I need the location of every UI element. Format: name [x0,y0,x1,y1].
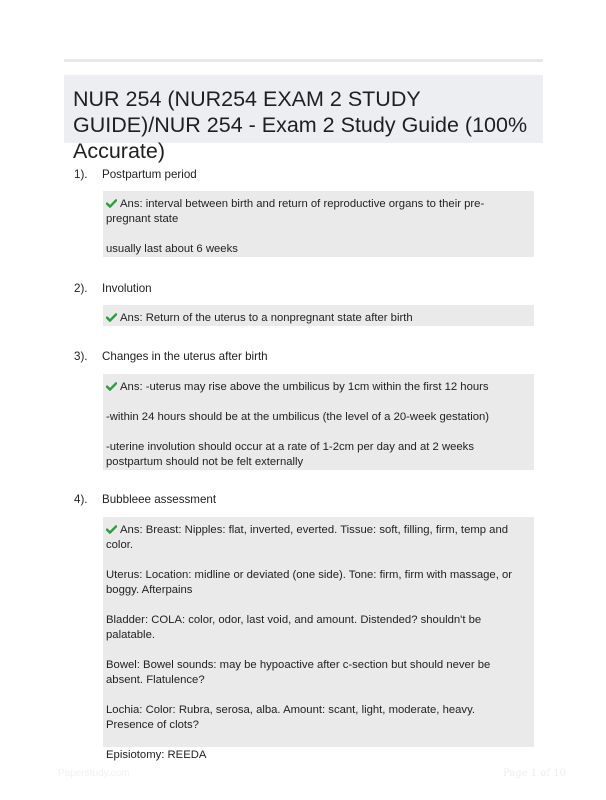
answer-line: -within 24 hours should be at the umbilicus (the level of a 20-week gestation) [106,411,490,423]
footer-watermark: Paperstudy.com [58,768,130,779]
answer-box-4 [103,517,534,761]
question-number: 1). [74,168,88,181]
question-number: 2). [74,282,88,295]
answer-line: Uterus: Location: midline or deviated (one side). Tone: firm, firm with massage, or boggy. Afterpains [106,569,513,596]
answer-line [106,197,522,227]
question-number: 4). [74,493,88,506]
answer-text: Ans: Return of the uterus to a nonpregnant state after birth [120,312,413,324]
question-text: Changes in the uterus after birth [102,350,268,363]
question-text: Bubbleee assessment [102,493,217,506]
answer-line: -uterine involution should occur at a rate of 1-2cm per day and at 2 weeks postpartum should not be felt externally [106,441,474,468]
check-icon [106,525,117,534]
answer-line: Bowel: Bowel sounds: may be hypoactive after c-section but should never be absent. Flatulence? [106,659,491,686]
answer-line [106,380,522,395]
answer-line [106,311,522,326]
answer-text: Ans: Breast: Nipples: flat, inverted, everted. Tissue: soft, filling, firm, temp and color. [106,524,509,551]
check-icon [106,313,117,322]
answer-line: Bladder: COLA: color, odor, last void, and amount. Distended? shouldn't be palatable. [106,614,482,641]
question-text: Involution [102,282,152,295]
question-number: 3). [74,350,88,363]
answer-line: Lochia: Color: Rubra, serosa, alba. Amount: scant, light, moderate, heavy. Presence of clots? [106,704,476,731]
answer-line: usually last about 6 weeks [106,243,238,255]
answer-text: Ans: -uterus may rise above the umbilicus by 1cm within the first 12 hours [120,381,489,393]
page-number: Page 1 of 10 [503,768,566,779]
check-icon [106,199,117,208]
document-title: NUR 254 (NUR254 EXAM 2 STUDY GUIDE)/NUR 254 - Exam 2 Study Guide (100% Accurate) [64,75,543,143]
question-text: Postpartum period [102,168,197,181]
answer-box-2 [103,305,534,326]
answer-text: Ans: interval between birth and return of reproductive organs to their pre-pregnant state [106,198,485,225]
check-icon [106,382,117,391]
answer-line [106,523,522,553]
answer-box-1 [103,191,534,257]
answer-box-3 [103,374,534,470]
top-divider [64,59,543,62]
answer-line: Episiotomy: REEDA [106,749,207,761]
